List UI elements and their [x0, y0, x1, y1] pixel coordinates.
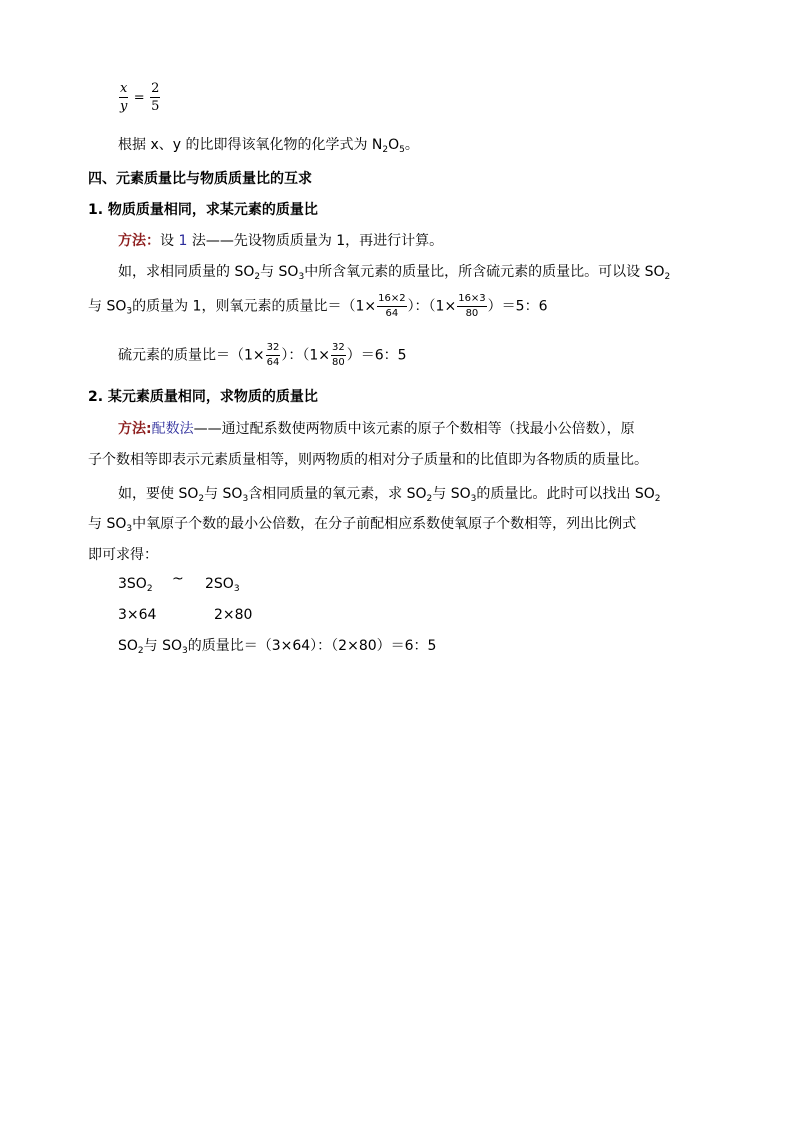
example-2-line-2: 与 $SO_3$中氧原子个数的最小公倍数，在分子前配相应系数使氧原子个数相等，列出比例式 — [88, 516, 637, 534]
section-4-title: 四、元素质量比与物质质量比的互求 — [88, 171, 312, 187]
example-2-line-3: 即可求得： — [88, 547, 158, 563]
fraction-16x2-over-64: $\frac{16\times 2}{64}$ — [378, 293, 406, 319]
example-1-line-2: 与 $SO_3$的质量为 1，则氧元素的质量比＝（1× $\frac{16\times 2}{64}$ ）：（1× $\frac{16\times 3}{80}$ ）＝5：6 — [88, 293, 548, 319]
method-1-line: 方法：设 1 法——先设物质质量为 1，再进行计算。 — [118, 233, 444, 249]
fraction-x-over-y: $\frac{x}{y}$ — [119, 81, 128, 114]
subsection-1-title: 1. 物质质量相同，求某元素的质量比 — [88, 202, 318, 218]
fraction-16x3-over-80: $\frac{16\times 3}{80}$ — [458, 293, 486, 319]
subsection-2-title: 2. 某元素质量相同，求物质的质量比 — [88, 389, 318, 405]
ratio-row-2-right: 2×80 — [214, 607, 253, 623]
ratio-row-1: $3SO_2$ — [118, 576, 153, 594]
method-2-line-2: 子个数相等即表示元素质量相等，则两物质的相对分子质量和的比值即为各物质的质量比。 — [88, 452, 648, 468]
method-2-line-1: 方法:配数法——通过配系数使两物质中该元素的原子个数相等（找最小公倍数），原 — [118, 421, 635, 437]
example-1-line-1: 如，求相同质量的 $SO_2$与 $SO_3$中所含氧元素的质量比，所含硫元素的质量比。可以设 $SO_2$ — [118, 264, 671, 282]
result-line: 根据 x、y 的比即得该氧化物的化学式为 $N_2O_5$。 — [118, 137, 419, 155]
fraction-32-over-80: $\frac{32}{80}$ — [332, 342, 345, 368]
example-2-line-1: 如，要使 $SO_2$与 $SO_3$含相同质量的氧元素，求 $SO_2$与 $SO_3$的质量比。此时可以找出 $SO_2$ — [118, 486, 661, 504]
ratio-row-1-right: $2SO_3$ — [205, 576, 240, 594]
fraction-2-over-5: $\frac{2}{5}$ — [151, 81, 160, 114]
ratio-row-2-left: 3×64 — [118, 607, 157, 623]
formula-xy: $\frac{x}{y}$ = $\frac{2}{5}$ — [119, 81, 160, 114]
example-1-line-3: 硫元素的质量比＝（1× $\frac{32}{64}$ ）：（1× $\frac{32}{80}$ ）＝6：5 — [118, 342, 407, 368]
fraction-32-over-64: $\frac{32}{64}$ — [266, 342, 280, 368]
tilde-symbol: ~ — [172, 571, 184, 587]
ratio-result-line: $SO_2$与 $SO_3$的质量比＝（3×64）：（2×80）＝6：5 — [118, 638, 437, 656]
